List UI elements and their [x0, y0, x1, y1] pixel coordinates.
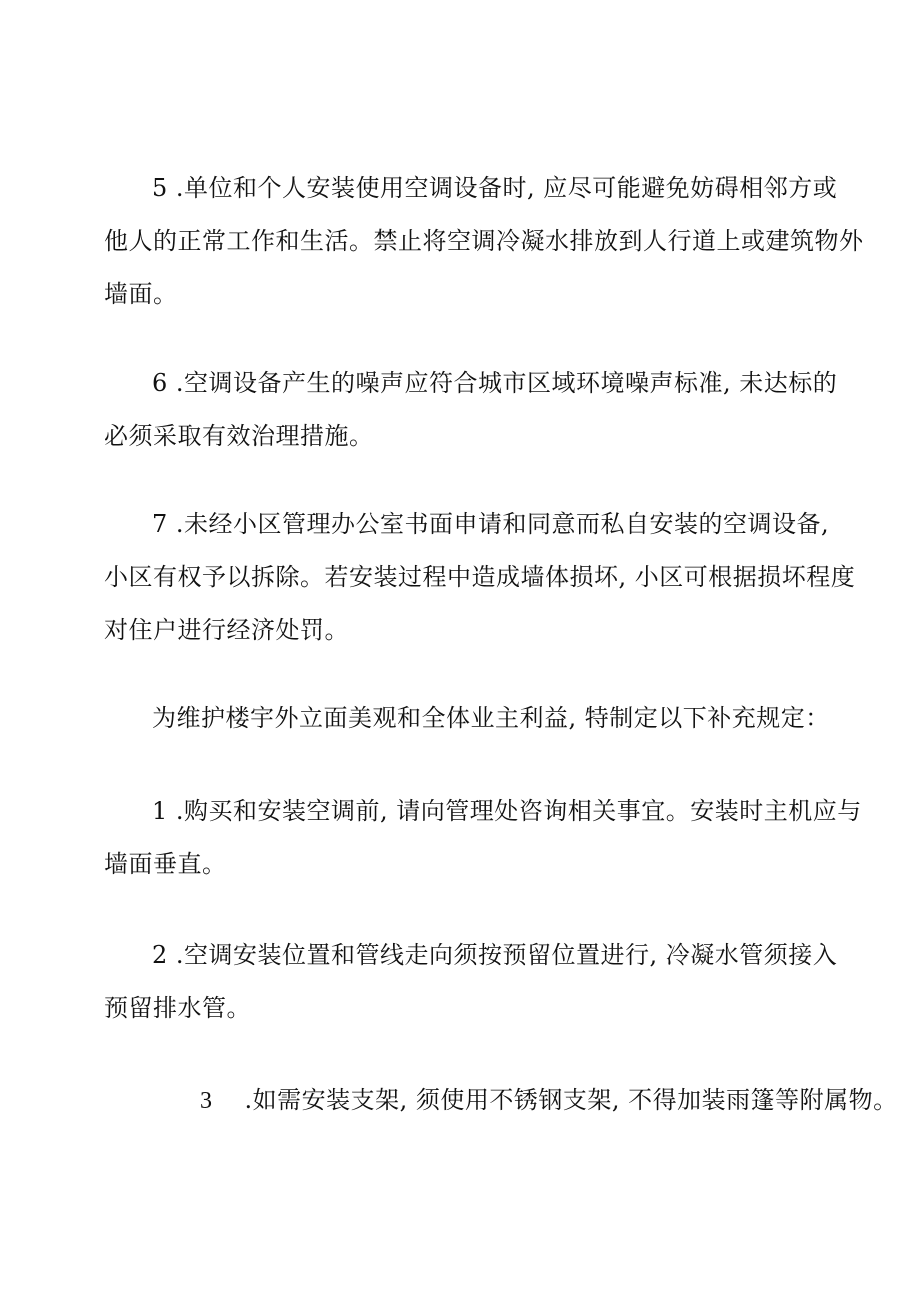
rule-text: .如需安装支架, 须使用不锈钢支架, 不得加装雨篷等附属物。: [244, 1086, 898, 1114]
paragraph-line: 墙面垂直。: [104, 850, 227, 878]
supplementary-rule-2: [104, 929, 838, 1035]
paragraph-line: 1 .购买和安装空调前, 请向管理处咨询相关事宜。安装时主机应与: [152, 797, 862, 825]
paragraph-line: 7 .未经小区管理办公室书面申请和同意而私自安装的空调设备,: [152, 510, 830, 538]
paragraph-line: 他人的正常工作和生活。禁止将空调冷凝水排放到人行道上或建筑物外: [104, 227, 864, 255]
paragraph-line: 5 .单位和个人安装使用空调设备时, 应尽可能避免妨碍相邻方或: [152, 174, 838, 202]
paragraph-line: 6 .空调设备产生的噪声应符合城市区域环境噪声标准, 未达标的: [152, 369, 838, 397]
paragraph-line: 预留排水管。: [104, 994, 251, 1022]
paragraph-line: 为维护楼宇外立面美观和全体业主利益, 特制定以下补充规定：: [152, 704, 830, 732]
paragraph-line: 对住户进行经济处罚。: [104, 616, 349, 644]
paragraph-item-6: [104, 357, 838, 463]
supplementary-rule-1: [104, 785, 862, 891]
paragraph-line: 2 .空调安装位置和管线走向须按预留位置进行, 冷凝水管须接入: [152, 941, 838, 969]
paragraph-item-7: [104, 498, 856, 657]
paragraph-line: 必须采取有效治理措施。: [104, 422, 374, 450]
paragraph-item-5: [104, 162, 864, 321]
supplementary-intro: [104, 692, 830, 745]
paragraph-line: 小区有权予以拆除。若安装过程中造成墙体损坏, 小区可根据损坏程度: [104, 563, 856, 591]
paragraph-line: [104, 1074, 898, 1128]
supplementary-rule-3: [104, 1074, 898, 1128]
paragraph-line: 墙面。: [104, 280, 178, 308]
rule-number: 3: [200, 1088, 213, 1114]
